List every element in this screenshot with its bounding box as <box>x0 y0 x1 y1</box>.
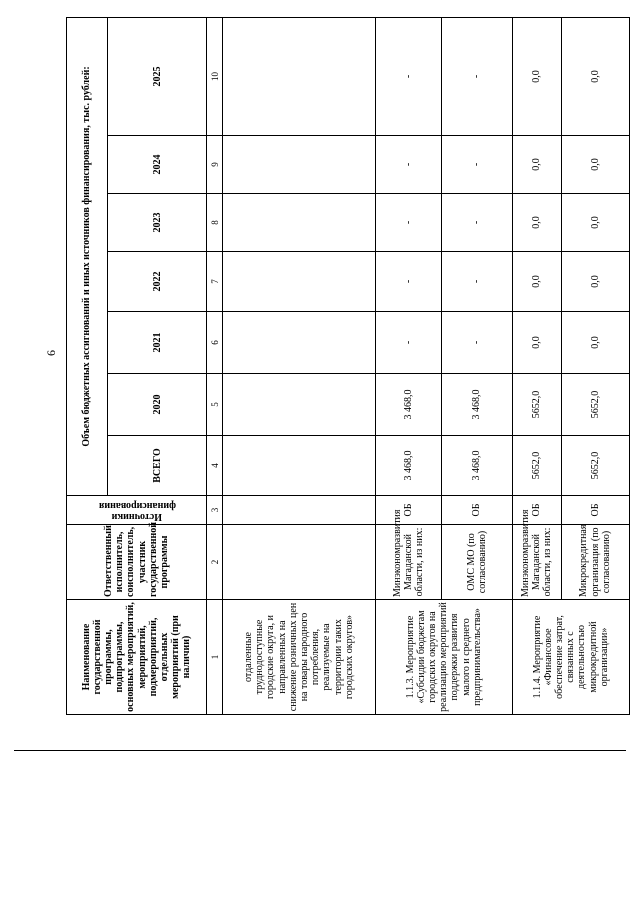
column-number: 7 <box>207 252 223 312</box>
row-executor: Минэкономразвития Магаданской области, из них: <box>375 525 441 600</box>
row-value <box>223 136 376 194</box>
column-number: 5 <box>207 374 223 436</box>
column-number: 10 <box>207 17 223 135</box>
row-source: ОБ <box>441 496 512 525</box>
year-header: 2023 <box>108 194 207 252</box>
page-number: 6 <box>44 350 58 356</box>
row-value <box>223 252 376 312</box>
row-value <box>223 312 376 374</box>
year-header: 2025 <box>108 17 207 135</box>
rotated-page-content <box>66 18 630 715</box>
row-value: 0,0 <box>512 136 561 194</box>
row-value: 0,0 <box>512 252 561 312</box>
budget-table <box>66 17 630 715</box>
table-row <box>375 17 441 714</box>
row-value: 0,0 <box>561 194 629 252</box>
row-name: 1.1.4. Мероприятие «Финансовое обеспечение затрат, связанных с деятельностью микрокредитной организации» <box>512 600 629 715</box>
column-number: 8 <box>207 194 223 252</box>
row-value: - <box>441 17 512 135</box>
row-executor: Минэкономразвития Магаданской области, из них: <box>512 525 561 600</box>
row-executor <box>223 525 376 600</box>
row-value: 0,0 <box>512 17 561 135</box>
header-source <box>67 496 207 525</box>
row-value: - <box>441 312 512 374</box>
row-value: 0,0 <box>561 312 629 374</box>
column-number: 6 <box>207 312 223 374</box>
row-value: 5652,0 <box>561 374 629 436</box>
table-row <box>223 17 376 714</box>
column-number: 3 <box>207 496 223 525</box>
row-source: ОБ <box>512 496 561 525</box>
row-value: - <box>375 194 441 252</box>
row-value: 3 468,0 <box>375 374 441 436</box>
header-name: Наименование государственной программы, подпрограммы, основных мероприятий, мероприятий, подмероприятий, отдельных мероприятий (при наличии) <box>67 600 207 715</box>
row-value: - <box>375 17 441 135</box>
row-executor: Микрокредитная организация (по согласованию) <box>561 525 629 600</box>
header-volume: Объем бюджетных ассигнований и иных источников финансирования, тыс. рублей: <box>67 17 108 495</box>
row-value: 0,0 <box>512 194 561 252</box>
row-value: - <box>375 252 441 312</box>
row-value <box>223 436 376 496</box>
column-number: 2 <box>207 525 223 600</box>
row-value <box>223 17 376 135</box>
row-value: 0,0 <box>561 136 629 194</box>
row-value: 3 468,0 <box>375 436 441 496</box>
column-number: 4 <box>207 436 223 496</box>
column-number: 9 <box>207 136 223 194</box>
year-header: 2022 <box>108 252 207 312</box>
year-header: 2024 <box>108 136 207 194</box>
row-name: отдаленные труднодоступные городские округа, и направленных на снижение розничных цен на товары народного потребления, реализуемые на территории таких городских округов» <box>223 600 376 715</box>
header-source-text: Источники финансирования <box>98 499 176 522</box>
header-executor: Ответственный исполнитель, соисполнитель, участник государственной программы <box>67 525 207 600</box>
row-name: 1.1.3. Мероприятие «Субсидии бюджетам городских округов на реализацию мероприятий поддержки развития малого и среднего предпринимательства» <box>375 600 512 715</box>
row-value: - <box>375 312 441 374</box>
horizontal-rule <box>14 750 626 751</box>
row-source: ОБ <box>375 496 441 525</box>
row-value <box>223 194 376 252</box>
year-header: ВСЕГО <box>108 436 207 496</box>
row-source <box>223 496 376 525</box>
year-header: 2020 <box>108 374 207 436</box>
table-row <box>512 17 561 714</box>
row-value: 5652,0 <box>561 436 629 496</box>
row-value: 3 468,0 <box>441 374 512 436</box>
row-value: 0,0 <box>512 312 561 374</box>
row-executor: ОМС МО (по согласованию) <box>441 525 512 600</box>
row-value <box>223 374 376 436</box>
row-value: - <box>375 136 441 194</box>
row-value: - <box>441 194 512 252</box>
row-value: 5652,0 <box>512 436 561 496</box>
row-value: 0,0 <box>561 252 629 312</box>
year-header: 2021 <box>108 312 207 374</box>
row-source: ОБ <box>561 496 629 525</box>
row-value: - <box>441 136 512 194</box>
row-value: 0,0 <box>561 17 629 135</box>
row-value: - <box>441 252 512 312</box>
row-value: 3 468,0 <box>441 436 512 496</box>
column-number: 1 <box>207 600 223 715</box>
row-value: 5652,0 <box>512 374 561 436</box>
